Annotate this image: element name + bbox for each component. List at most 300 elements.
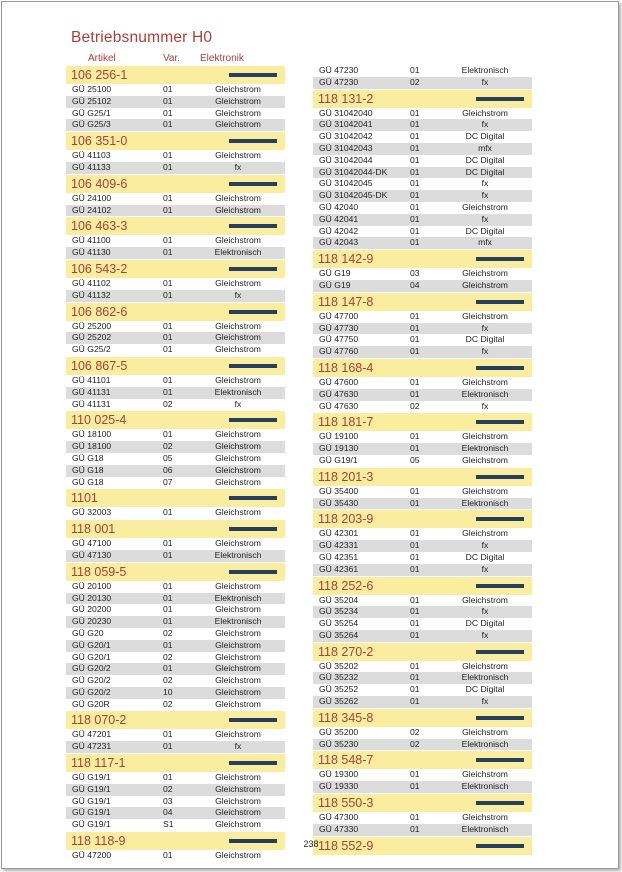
table-row [313,323,532,335]
elektronik-cell: Gleichstrom [462,812,508,823]
variant-cell: 01 [410,594,420,605]
section-bar-icon [476,650,524,654]
section-header [66,753,285,772]
table-row [66,441,285,453]
section-header [313,642,532,661]
variant-cell: 02 [163,627,173,638]
artikel-cell: GÜ G19/1 [72,772,111,783]
elektronik-cell: fx [481,400,489,411]
artikel-cell: GÜ G19 [319,268,351,279]
artikel-cell: GÜ G19/1 [72,807,111,818]
elektronik-cell: mfx [478,142,492,153]
table-row [313,606,532,618]
table-row [66,652,285,664]
artikel-cell: GÜ G19/1 [72,783,111,794]
artikel-cell: GÜ G25/2 [72,344,111,355]
section-bar-icon [476,97,524,101]
variant-cell: 01 [410,237,420,248]
elektronik-cell: fx [481,606,489,617]
variant-cell: S1 [163,819,174,830]
elektronik-cell: Elektronisch [214,616,262,627]
elektronik-cell: Gleichstrom [215,729,261,740]
section-header [66,410,285,429]
variant-cell: 01 [410,660,420,671]
elektronik-cell: Elektronisch [214,592,262,603]
elektronik-cell: fx [481,696,489,707]
table-row [66,119,285,131]
artikel-cell: GÜ 42041 [319,213,359,224]
elektronik-cell: Elektronisch [461,672,509,683]
betriebsnummer-label: 118 270-2 [318,644,374,659]
variant-cell: 01 [163,204,173,215]
table-row [313,377,532,389]
variant-cell: 01 [410,201,420,212]
section-bar-icon [229,310,277,314]
table-row [313,812,532,824]
artikel-cell: GÜ 47230 [319,65,359,75]
variant-cell: 01 [163,247,173,258]
betriebsnummer-label: 1101 [71,491,98,506]
betriebsnummer-label: 118 131-2 [318,91,374,106]
elektronik-cell: DC Digital [465,684,505,695]
variant-cell: 01 [410,629,420,640]
betriebsnummer-label: 110 025-4 [71,413,127,428]
variant-cell: 01 [163,192,173,203]
variant-cell: 01 [163,386,173,397]
artikel-cell: GÜ 41132 [72,289,111,300]
variant-cell: 01 [163,84,173,94]
section-bar-icon [229,718,277,722]
artikel-cell: GÜ 19300 [319,769,359,780]
variant-cell: 01 [410,618,420,629]
section-header [66,131,285,150]
betriebsnummer-label: 118 118-9 [71,834,126,849]
variant-cell: 01 [410,388,420,399]
betriebsnummer-label: 106 867-5 [71,358,128,373]
artikel-cell: GÜ 24100 [72,192,112,203]
artikel-cell: GÜ 42351 [319,551,359,562]
elektronik-cell: fx [234,161,242,172]
variant-cell: 02 [410,726,420,737]
elektronik-cell: Elektronisch [214,386,262,397]
betriebsnummer-label: 106 862-6 [71,304,128,319]
artikel-cell: GÜ 25202 [72,332,112,343]
variant-cell: 07 [163,476,173,487]
variant-cell: 04 [410,279,420,290]
elektronik-cell: DC Digital [465,551,505,562]
table-row [66,663,285,675]
table-row [313,618,532,630]
variant-cell: 01 [410,310,420,321]
variant-cell: 01 [410,551,420,562]
artikel-cell: GÜ 20100 [72,580,112,591]
artikel-cell: GÜ 41131 [72,386,111,397]
elektronik-cell: Gleichstrom [215,441,261,452]
elektronik-cell: Gleichstrom [462,431,508,442]
section-header [313,249,532,268]
elektronik-cell: Gleichstrom [215,192,261,203]
artikel-cell: GÜ 31042044-DK [319,166,388,177]
section-bar-icon [476,257,524,261]
artikel-cell: GÜ 18100 [72,429,112,440]
table-row [66,628,285,640]
table-row [66,235,285,247]
elektronik-cell: Gleichstrom [215,95,261,106]
table-row [313,311,532,323]
table-row [313,739,532,751]
variant-cell: 03 [163,795,173,806]
table-row [313,108,532,120]
variant-cell: 01 [410,190,420,201]
variant-cell: 01 [163,332,173,343]
elektronik-cell: fx [234,289,242,300]
elektronik-cell: Gleichstrom [215,698,261,709]
artikel-cell: GÜ 19330 [319,781,359,792]
table-row [66,741,285,753]
table-row [313,389,532,401]
section-header [313,509,532,528]
betriebsnummer-label: 118 203-9 [318,512,374,527]
artikel-cell: GÜ 35230 [319,738,359,749]
section-header [313,576,532,595]
artikel-cell: GÜ 47630 [319,388,359,399]
artikel-cell: GÜ 25100 [72,84,112,94]
table-row [313,65,532,77]
table-row [313,401,532,413]
elektronik-cell: Elektronisch [461,497,509,508]
artikel-cell: GÜ 47230 [319,76,359,87]
variant-cell: 01 [163,850,173,861]
section-header [66,174,285,193]
variant-cell: 02 [410,738,420,749]
elektronik-cell: Elektronisch [461,388,509,399]
table-row [313,77,532,89]
artikel-cell: GÜ 31042043 [319,142,373,153]
betriebsnummer-label: 118 552-9 [318,838,374,853]
table-row [66,729,285,741]
variant-cell: 02 [163,398,173,409]
section-header [313,292,532,311]
variant-cell: 01 [410,334,420,345]
elektronik-cell: DC Digital [465,131,505,142]
variant-cell: 02 [163,698,173,709]
elektronik-cell: Gleichstrom [462,310,508,321]
elektronik-cell: Gleichstrom [215,119,261,130]
table-row [66,453,285,465]
elektronik-cell: Gleichstrom [215,686,261,697]
artikel-cell: GÜ G19 [319,279,351,290]
table-row [66,616,285,628]
variant-cell: 01 [410,131,420,142]
artikel-cell: GÜ 35262 [319,696,359,707]
variant-cell: 05 [163,452,173,463]
section-bar-icon [476,584,524,588]
variant-cell: 01 [410,107,420,118]
table-row [313,214,532,226]
artikel-cell: GÜ G20/1 [72,651,111,662]
elektronik-cell: Gleichstrom [215,663,261,674]
betriebsnummer-label: 118 201-3 [318,469,374,484]
variant-cell: 01 [410,540,420,551]
table-row [66,193,285,205]
table-row [66,593,285,605]
variant-cell: 01 [163,289,173,300]
elektronik-cell: fx [481,629,489,640]
variant-cell: 01 [163,119,173,130]
variant-cell: 01 [410,781,420,792]
section-header [66,710,285,729]
table-row [66,477,285,489]
variant-cell: 01 [163,580,173,591]
table-row [66,796,285,808]
variant-cell: 01 [163,161,173,172]
variant-cell: 01 [410,119,420,130]
elektronik-cell: Gleichstrom [215,464,261,475]
elektronik-cell: DC Digital [465,154,505,165]
section-bar-icon [229,496,277,500]
elektronik-cell: Gleichstrom [462,454,508,465]
page-title: Betriebsnummer H0 [71,29,213,46]
section-header [313,467,532,486]
artikel-cell: GÜ 35430 [319,497,359,508]
section-bar-icon [476,475,524,479]
elektronik-cell: Gleichstrom [215,580,261,591]
table-row [66,399,285,411]
table-row [313,824,532,836]
variant-cell: 01 [163,150,173,161]
variant-cell: 01 [410,563,420,574]
variant-cell: 01 [163,772,173,783]
table-row [66,321,285,333]
elektronik-cell: Gleichstrom [215,538,261,549]
table-row [66,108,285,120]
artikel-cell: GÜ 41102 [72,277,111,288]
variant-cell: 01 [163,663,173,674]
table-row [313,178,532,190]
elektronik-cell: Gleichstrom [215,235,261,246]
variant-cell: 01 [163,729,173,740]
betriebsnummer-label: 118 117-1 [71,756,126,771]
betriebsnummer-label: 106 463-3 [71,219,128,234]
artikel-cell: GÜ 31042044 [319,154,373,165]
elektronik-cell: Gleichstrom [462,726,508,737]
elektronik-cell: Elektronisch [461,781,509,792]
table-row [313,528,532,540]
elektronik-cell: Gleichstrom [215,850,261,861]
table-row [313,455,532,467]
elektronik-cell: fx [481,76,489,87]
variant-cell: 01 [410,769,420,780]
table-row [313,696,532,708]
artikel-cell: GÜ G20/2 [72,686,111,697]
betriebsnummer-label: 118 147-8 [318,294,374,309]
section-bar-icon [476,801,524,805]
section-header [66,216,285,235]
artikel-cell: GÜ 42361 [319,563,359,574]
elektronik-cell: mfx [478,237,492,248]
table-row [66,581,285,593]
elektronik-cell: Gleichstrom [215,320,261,331]
artikel-cell: GÜ G20R [72,698,110,709]
section-header [313,793,532,812]
table-row [66,429,285,441]
table-row [66,162,285,174]
variant-cell: 01 [410,443,420,454]
variant-cell: 01 [410,684,420,695]
section-bar-icon [476,517,524,521]
table-row [66,344,285,356]
artikel-cell: GÜ 31042042 [319,131,373,142]
header-var: Var. [163,53,181,64]
elektronik-cell: Elektronisch [461,443,509,454]
table-row [313,498,532,510]
variant-cell: 01 [410,528,420,539]
artikel-cell: GÜ 41130 [72,247,111,258]
artikel-cell: GÜ 24102 [72,204,112,215]
table-row [66,247,285,259]
artikel-cell: GÜ 31042045 [319,178,373,189]
elektronik-cell: Gleichstrom [215,374,261,385]
variant-cell: 01 [163,538,173,549]
artikel-cell: GÜ G18 [72,476,104,487]
header-elektronik: Elektronik [200,53,244,64]
artikel-cell: GÜ 20130 [72,592,112,603]
betriebsnummer-label: 118 142-9 [318,252,374,267]
variant-cell: 05 [410,454,420,465]
artikel-cell: GÜ 42042 [319,225,359,236]
artikel-cell: GÜ 31042040 [319,107,373,118]
right-column [313,65,532,855]
table-row [66,375,285,387]
elektronik-cell: Gleichstrom [215,807,261,818]
artikel-cell: GÜ G18 [72,452,104,463]
section-bar-icon [476,420,524,424]
section-bar-icon [229,224,277,228]
table-row [313,202,532,214]
artikel-cell: GÜ G20/2 [72,675,111,686]
table-row [313,630,532,642]
variant-cell: 01 [163,429,173,440]
section-header [313,358,532,377]
elektronik-cell: fx [481,322,489,333]
elektronik-cell: Gleichstrom [215,344,261,355]
table-row [66,819,285,831]
table-row [66,550,285,562]
elektronik-cell: Elektronisch [461,738,509,749]
variant-cell: 01 [410,812,420,823]
section-header [66,259,285,278]
elektronik-cell: Gleichstrom [462,594,508,605]
artikel-cell: GÜ 32003 [72,507,112,518]
variant-cell: 01 [410,65,420,75]
table-row [313,727,532,739]
artikel-cell: GÜ 20200 [72,604,112,615]
variant-cell: 01 [410,213,420,224]
artikel-cell: GÜ 35204 [319,594,359,605]
variant-cell: 01 [163,320,173,331]
elektronik-cell: Gleichstrom [215,452,261,463]
section-bar-icon [229,418,277,422]
artikel-cell: GÜ 47630 [319,400,359,411]
elektronik-cell: Elektronisch [214,247,262,258]
elektronik-cell: Gleichstrom [462,201,508,212]
betriebsnummer-label: 118 550-3 [318,796,374,811]
artikel-cell: GÜ 25200 [72,320,112,331]
elektronik-cell: Gleichstrom [215,150,261,161]
variant-cell: 01 [410,142,420,153]
table-row [313,564,532,576]
variant-cell: 01 [163,549,173,560]
table-row [313,155,532,167]
table-row [66,465,285,477]
variant-cell: 02 [410,76,420,87]
variant-cell: 01 [410,376,420,387]
artikel-cell: GÜ 35232 [319,672,359,683]
elektronik-cell: Gleichstrom [215,476,261,487]
artikel-cell: GÜ 47200 [72,850,112,861]
variant-cell: 01 [163,639,173,650]
variant-cell: 01 [410,485,420,496]
table-row [313,486,532,498]
section-header [66,488,285,507]
section-bar-icon [229,267,277,271]
table-row [313,540,532,552]
table-row [66,784,285,796]
artikel-cell: GÜ 19130 [319,443,359,454]
artikel-cell: GÜ G25/1 [72,107,111,118]
betriebsnummer-label: 118 548-7 [318,753,374,768]
artikel-cell: GÜ 19100 [319,431,359,442]
artikel-cell: GÜ 47130 [72,549,112,560]
table-row [66,96,285,108]
variant-cell: 01 [163,604,173,615]
section-header [66,562,285,581]
elektronik-cell: Gleichstrom [462,376,508,387]
table-row [313,334,532,346]
artikel-cell: GÜ 31042045-DK [319,190,388,201]
table-row [313,672,532,684]
table-row [313,595,532,607]
table-row [313,280,532,292]
betriebsnummer-label: 106 256-1 [71,68,128,82]
elektronik-cell: Gleichstrom [215,107,261,118]
elektronik-cell: fx [481,178,489,189]
artikel-cell: GÜ 25102 [72,95,112,106]
artikel-cell: GÜ 47750 [319,334,359,345]
left-column [66,65,285,862]
table-row [66,807,285,819]
variant-cell: 02 [410,400,420,411]
elektronik-cell: Gleichstrom [215,277,261,288]
artikel-cell: GÜ 47330 [319,823,359,834]
section-bar-icon [229,182,277,186]
table-row [66,640,285,652]
table-row [313,119,532,131]
variant-cell: 01 [163,95,173,106]
artikel-cell: GÜ 20230 [72,616,112,627]
artikel-cell: GÜ 35234 [319,606,359,617]
elektronik-cell: Gleichstrom [462,485,508,496]
elektronik-cell: Gleichstrom [215,627,261,638]
elektronik-cell: Gleichstrom [215,429,261,440]
artikel-cell: GÜ 35200 [319,726,359,737]
artikel-cell: GÜ 47600 [319,376,359,387]
artikel-cell: GÜ 47231 [72,741,112,752]
elektronik-cell: fx [481,563,489,574]
variant-cell: 01 [163,741,173,752]
artikel-cell: GÜ G19/1 [72,795,111,806]
variant-cell: 01 [410,696,420,707]
